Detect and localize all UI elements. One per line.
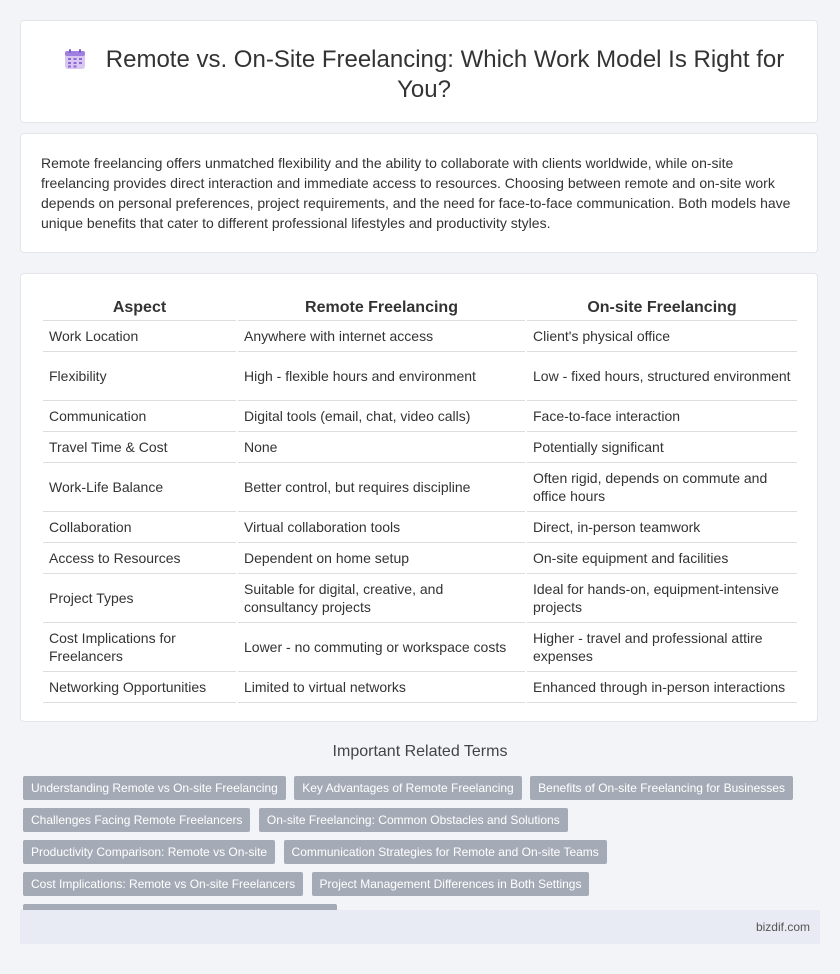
table-row [43,672,797,703]
related-term-tag[interactable]: Project Management Differences in Both Settings [312,872,590,896]
cell-onsite: Face-to-face interaction [527,401,797,432]
cell-aspect: Collaboration [43,512,236,543]
table-row [43,543,797,574]
cell-aspect: Travel Time & Cost [43,432,236,463]
cell-aspect: Networking Opportunities [43,672,236,703]
cell-onsite: Client's physical office [527,321,797,352]
table-row [43,401,797,432]
related-term-tag[interactable]: On-site Freelancing: Common Obstacles and Solutions [259,808,568,832]
cell-onsite: Low - fixed hours, structured environment [527,352,797,401]
intro-card [20,133,818,253]
cell-remote: Anywhere with internet access [238,321,525,352]
title-card [20,20,818,123]
cell-aspect: Work Location [43,321,236,352]
related-term-tag[interactable]: Communication Strategies for Remote and On-site Teams [284,840,607,864]
table-row [43,352,797,401]
cell-remote: Dependent on home setup [238,543,525,574]
table-row [43,463,797,512]
footer [20,910,820,944]
cell-remote: Digital tools (email, chat, video calls) [238,401,525,432]
cell-remote: None [238,432,525,463]
calendar-icon [64,48,86,70]
table-row [43,623,797,672]
cell-remote: Limited to virtual networks [238,672,525,703]
page-title-wrap [61,45,787,105]
related-term-tag[interactable]: Cost Implications: Remote vs On-site Freelancers [23,872,303,896]
related-term-tag[interactable]: Understanding Remote vs On-site Freelancing [23,776,286,800]
table-row [43,512,797,543]
cell-onsite: Often rigid, depends on commute and office hours [527,463,797,512]
header-remote: Remote Freelancing [238,296,525,321]
cell-remote: Better control, but requires discipline [238,463,525,512]
cell-onsite: Direct, in-person teamwork [527,512,797,543]
comparison-table [41,296,799,703]
cell-remote: Suitable for digital, creative, and consultancy projects [238,574,525,623]
cell-onsite: Higher - travel and professional attire expenses [527,623,797,672]
cell-aspect: Work-Life Balance [43,463,236,512]
table-row [43,321,797,352]
related-terms-title: Important Related Terms [332,743,508,760]
cell-remote: Lower - no commuting or workspace costs [238,623,525,672]
cell-remote: High - flexible hours and environment [238,352,525,401]
related-term-tag[interactable]: Productivity Comparison: Remote vs On-site [23,840,275,864]
related-term-tag[interactable]: Key Advantages of Remote Freelancing [294,776,521,800]
related-term-tag[interactable]: Challenges Facing Remote Freelancers [23,808,250,832]
footer-site-link[interactable]: bizdif.com [755,920,810,934]
header-aspect: Aspect [43,296,236,321]
cell-onsite: Ideal for hands-on, equipment-intensive projects [527,574,797,623]
table-row [43,574,797,623]
header-onsite: On-site Freelancing [527,296,797,321]
cell-aspect: Flexibility [43,352,236,401]
table-header-row [43,296,797,321]
cell-aspect: Access to Resources [43,543,236,574]
intro-paragraph: Remote freelancing offers unmatched flexibility and the ability to collaborate with clients worldwide, while on-site freelancing provides direct interaction and immediate access to resources. Choosing between remote and on-site work depends on personal preferences, project requirements, and the need for face-to-face communication. Both models have unique benefits that cater to different professional lifestyles and productivity styles. [41,155,791,231]
page-title: Remote vs. On-Site Freelancing: Which Work Model Is Right for You? [105,46,785,103]
cell-onsite: On-site equipment and facilities [527,543,797,574]
cell-aspect: Cost Implications for Freelancers [43,623,236,672]
cell-aspect: Project Types [43,574,236,623]
comparison-card [20,273,818,722]
related-term-tag[interactable]: Benefits of On-site Freelancing for Businesses [530,776,793,800]
cell-aspect: Communication [43,401,236,432]
cell-onsite: Potentially significant [527,432,797,463]
cell-remote: Virtual collaboration tools [238,512,525,543]
table-row [43,432,797,463]
cell-onsite: Enhanced through in-person interactions [527,672,797,703]
